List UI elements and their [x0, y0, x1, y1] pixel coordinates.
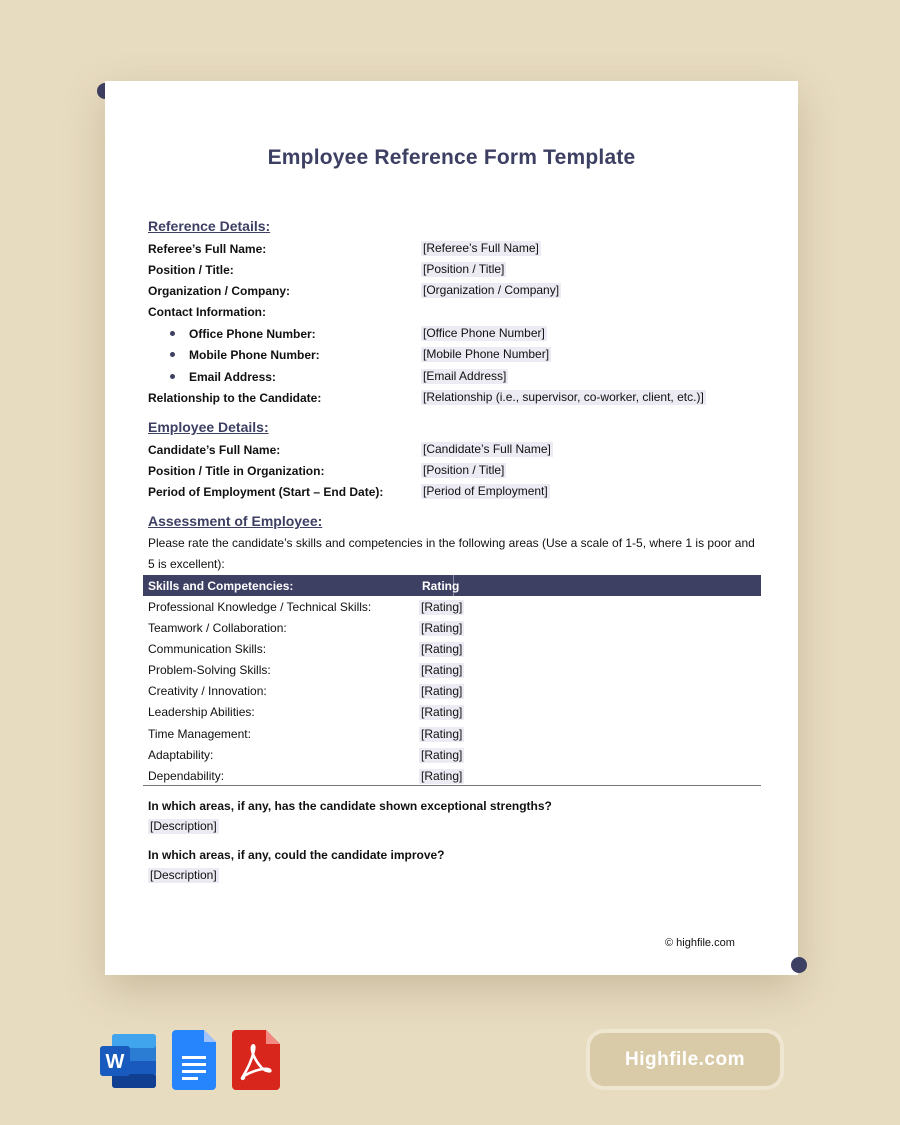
contact-value[interactable]: [Mobile Phone Number] — [423, 347, 550, 361]
skill-name: Adaptability: — [148, 748, 214, 762]
answer-improve[interactable]: [Description] — [150, 868, 217, 882]
rating-table-header — [143, 575, 761, 596]
field-value[interactable]: [Period of Employment] — [423, 484, 548, 498]
rating-value[interactable]: [Rating] — [421, 684, 463, 698]
table-row — [143, 766, 761, 787]
skill-name: Dependability: — [148, 769, 225, 783]
field-value[interactable]: [Organization / Company] — [423, 283, 560, 297]
header-skills: Skills and Competencies: — [148, 579, 294, 593]
svg-text:W: W — [105, 1051, 125, 1073]
reference-details-heading: Reference Details: — [148, 218, 271, 234]
relationship-label: Relationship to the Candidate: — [148, 391, 322, 405]
field-label: Organization / Company: — [148, 284, 291, 298]
skill-name: Problem-Solving Skills: — [148, 663, 271, 677]
table-row — [143, 681, 761, 702]
rating-value[interactable]: [Rating] — [421, 621, 463, 635]
employee-details-heading: Employee Details: — [148, 419, 269, 435]
table-row — [143, 618, 761, 639]
table-row — [143, 660, 761, 681]
bullet-icon — [170, 374, 175, 379]
table-row — [143, 639, 761, 660]
document-title: Employee Reference Form Template — [267, 146, 636, 169]
rating-value[interactable]: [Rating] — [421, 600, 463, 614]
rating-value[interactable]: [Rating] — [421, 705, 463, 719]
rating-value[interactable]: [Rating] — [421, 769, 463, 783]
copyright: © highfile.com — [665, 937, 735, 949]
table-row — [143, 597, 761, 618]
contact-value[interactable]: [Office Phone Number] — [423, 326, 545, 340]
field-label: Period of Employment (Start – End Date): — [148, 485, 384, 499]
rating-value[interactable]: [Rating] — [421, 642, 463, 656]
table-row — [143, 724, 761, 745]
field-label: Candidate’s Full Name: — [148, 443, 281, 457]
pdf-icon[interactable] — [232, 1030, 280, 1095]
table-row — [143, 745, 761, 766]
assessment-intro: Please rate the candidate’s skills and competencies in the following areas (Use a scale of 1-5, where 1 is poor and 5 is excellent): — [148, 536, 755, 571]
contact-label: Email Address: — [189, 370, 276, 384]
skill-name: Communication Skills: — [148, 642, 267, 656]
skill-name: Teamwork / Collaboration: — [148, 621, 287, 635]
skill-name: Time Management: — [148, 727, 251, 741]
assessment-heading: Assessment of Employee: — [148, 513, 323, 529]
bullet-icon — [170, 352, 175, 357]
bullet-icon — [170, 331, 175, 336]
relationship-value[interactable]: [Relationship (i.e., supervisor, co-worker, client, etc.)] — [423, 390, 704, 404]
google-docs-icon[interactable] — [172, 1030, 218, 1095]
contact-label: Mobile Phone Number: — [189, 348, 320, 362]
rating-value[interactable]: [Rating] — [421, 663, 463, 677]
contact-info-label: Contact Information: — [148, 305, 266, 319]
word-icon[interactable] — [100, 1030, 158, 1095]
rating-value[interactable]: [Rating] — [421, 748, 463, 762]
header-rating: Rating — [422, 579, 460, 593]
field-label: Referee’s Full Name: — [148, 242, 267, 256]
table-bottom-rule — [143, 785, 761, 786]
rating-value[interactable]: [Rating] — [421, 727, 463, 741]
field-label: Position / Title: — [148, 263, 234, 277]
field-label: Position / Title in Organization: — [148, 464, 325, 478]
corner-dot-bottom-right — [791, 957, 807, 973]
skill-name: Professional Knowledge / Technical Skills: — [148, 600, 372, 614]
table-row — [143, 702, 761, 723]
question-strengths: In which areas, if any, has the candidate shown exceptional strengths? — [148, 799, 552, 813]
question-improve: In which areas, if any, could the candidate improve? — [148, 848, 445, 862]
skill-name: Leadership Abilities: — [148, 705, 255, 719]
field-value[interactable]: [Referee’s Full Name] — [423, 241, 539, 255]
skill-name: Creativity / Innovation: — [148, 684, 267, 698]
contact-label: Office Phone Number: — [189, 327, 316, 341]
field-value[interactable]: [Candidate’s Full Name] — [423, 442, 551, 456]
highfile-badge[interactable] — [590, 1033, 780, 1086]
contact-value[interactable]: [Email Address] — [423, 369, 507, 383]
field-value[interactable]: [Position / Title] — [423, 463, 505, 477]
answer-strengths[interactable]: [Description] — [150, 819, 217, 833]
badge-text: Highfile.com — [624, 1049, 745, 1070]
document-page — [105, 81, 798, 975]
field-value[interactable]: [Position / Title] — [423, 262, 505, 276]
